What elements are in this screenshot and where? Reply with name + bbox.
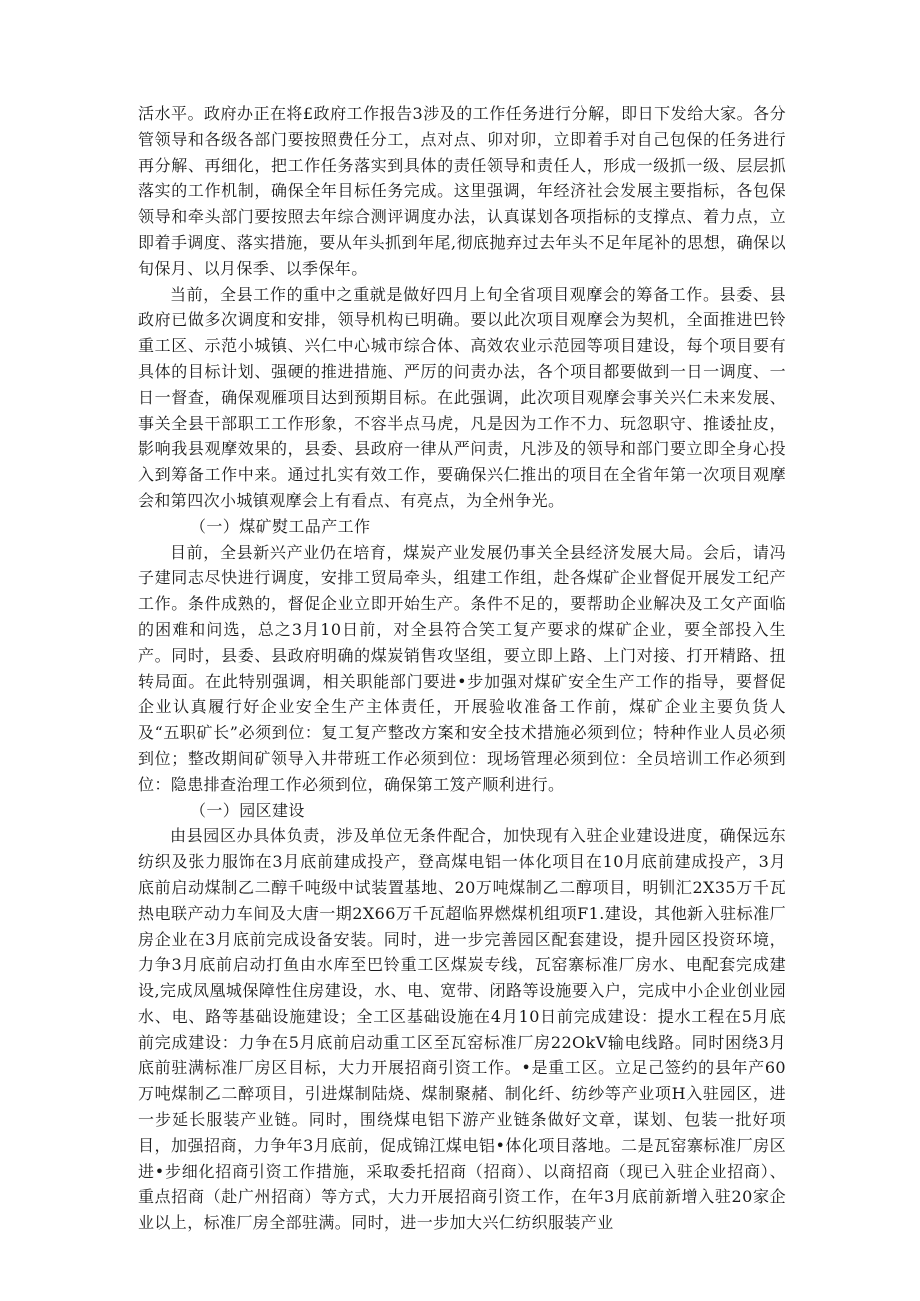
document-page — [138, 101, 786, 1236]
section-heading-coal-mine: （一）煤矿熨工品产工作 — [190, 516, 371, 536]
section-heading-park-construction: （一）园区建设 — [190, 800, 305, 820]
paragraph-coal-mine-production: 目前，全县新兴产业仍在培育，煤炭产业发展仍事关全县经济发展大局。会后，请冯子建同志尽快进行调度，安排工贸局牵头，组建工作组，赴各煤矿企业督促开展发工纪产工作。条件成熟的，督促企业立即开始生产。条件不足的，要帮助企业解决及工攵产面临的困难和问选，总之3月10日前，对全县符合笑工复产要求的煤矿企业，要全部投入生产。同时，县委、县政府明确的煤炭销售攻坚组，要立即上路、上门对接、打开精路、扭转局面。在此特别强调，相关职能部门要进•步加强对煤矿安全生产工作的指导，要督促企业认真履行好企业安全生产主体责任，开展验收准备工作前，煤矿企业主要负货人及“五职矿长”必须到位：复工复产整改方案和安全技术措施必须到位；特种作业人员必须到位；整改期间矿领导入井带班工作必须到位：现场管理必须到位：全员培训工作必须到位：隐患排查治理工作必须到位，确保第工笈产顺利进行。 — [138, 542, 786, 794]
paragraph-park-construction: 由县园区办具体负责，涉及单位无条件配合，加快现有入驻企业建设进度，确保远东纺织及张力服饰在3月底前建成投产，登高煤电铝一体化项目在10月底前建成投产，3月底前启动煤制乙二醇千吨级中试装置基地、20万吨煤制乙二醇项目，明钏汇2X35万千瓦热电联产动力车间及大唐一期2X66万千瓦超临界燃煤机组项F1.建设，其他新入驻标准厂房企业在3月底前完成设备安装。同时，进一步完善园区配套建设，提升园区投资环境，力争3月底前启动打鱼由水库至巴铃重工区煤炭专线，瓦窑寨标准厂房水、电配套完成建设,完成凤凰城保障性住房建设，水、电、宽带、闭路等设施要入户，完成中小企业创业园水、电、路等基础设施建设；全工区基础设施在4月10日前完成建设：提水工程在5月底前完成建设：力争在5月底前启动重工区至瓦窑标准厂房22OkV输电线路。同时困绕3月底前驻满标准厂房区目标，大力开展招商引资工作。•是重工区。立足己签约的县年产60万吨煤制乙二醉项目，引进煤制陆烧、煤制聚赭、制化纤、纺纱等产业项H入驻园区，进一步延长服装产业链。同时，围绕煤电铝下游产业链条做好文章，谋划、包装一批好项目，加强招商，力争年3月底前，促成锦江煤电铝•体化项目落地。二是瓦窑寨标准厂房区进•步细化招商引资工作措施，采取委托招商（招商）、以商招商（现已入驻企业招商）、重点招商（赴广州招商）等方式，大力开展招商引资工作，在年3月底前新增入驻20家企业以上，标准厂房全部驻满。同时，进一步加大兴仁纺织服装产业 — [138, 826, 786, 1233]
paragraph-project-observation: 当前，全县工作的重中之重就是做好四月上旬全省项目观摩会的筹备工作。县委、县政府已做多次调度和安排，领导机构已明确。要以此次项目观摩会为契机，全面推进巴铃重工区、示范小城镇、兴仁中心城市综合体、高效农业示范园等项目建设，每个项目要有具体的目标计划、强硬的推进措施、严厉的问责办法，各个项目都要做到一日一调度、一日一督查，确保观雁项目达到预期目标。在此强调，此次项目观摩会事关兴仁未来发展、事关全县干部职工工作形象，不容半点马虎，凡是因为工作不力、玩忽职守、推诿扯皮，影响我县观摩效果的，县委、县政府一律从严问责，凡涉及的领导和部门要立即全身心投入到筹备工作中来。通过扎实有效工作，要确保兴仁推出的项目在全省年第一次项目观摩会和第四次小城镇观摩会上有看点、有亮点，为全州争光。 — [138, 284, 786, 510]
paragraph-work-report-tasks: 活水平。政府办正在将£政府工作报告3涉及的工作任务进行分解，即日下发给大家。各分管领导和各级各部门要按照费任分工，点对点、卯对卯，立即着手对自己包保的任务进行再分解、再细化，把工作任务落实到具体的责任领导和责任人，形成一级抓一级、层层抓落实的工作机制，确保全年目标任务完成。这里强调，年经济社会发展主要指标，各包保领导和牵头部门要按照去年综合测评调度办法，认真谋划各项指标的支撑点、着力点，立即着手调度、落实措施，要从年头抓到年尾,彻底抛弃过去年头不足年尾补的思想，确保以旬保月、以月保季、以季保年。 — [138, 104, 786, 278]
